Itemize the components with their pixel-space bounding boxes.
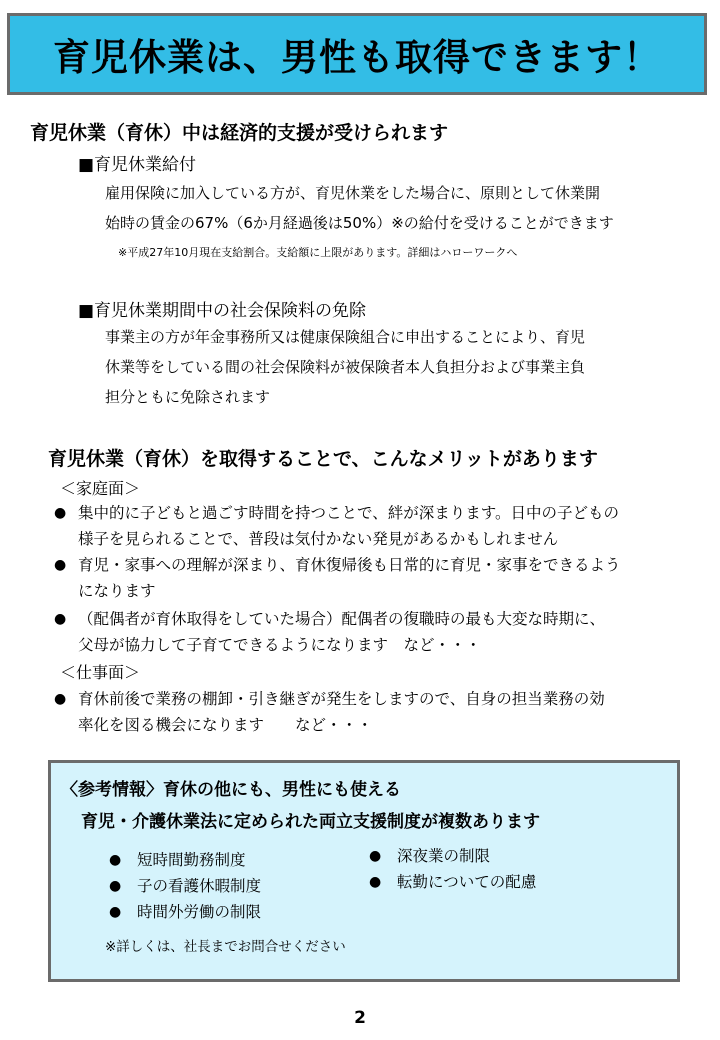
bullet-icon: ● (109, 904, 122, 920)
exemption-heading: ■育児休業期間中の社会保険料の免除 (78, 301, 367, 321)
exemption-line-2: 休業等をしている間の社会保険料が被保険者本人負担分および事業主負 (105, 358, 586, 376)
home-item-line-2: 父母が協力して子育てできるようになります など・・・ (78, 636, 482, 654)
home-item-line-1: 育児・家事への理解が深まり、育休復帰後も日常的に育児・家事をできるよう (78, 556, 621, 574)
exemption-line-1: 事業主の方が年金事務所又は健康保険組合に申出することにより、育児 (105, 328, 586, 346)
bullet-icon: ● (369, 848, 382, 864)
section2-heading: 育児休業（育休）を取得することで、こんなメリットがあります (48, 448, 598, 470)
info-footnote: ※詳しくは、社長までお問合せください (105, 939, 346, 955)
right-system-list (369, 843, 536, 895)
bullet-icon: ● (54, 691, 67, 707)
work-item-line-1: 育休前後で業務の棚卸・引き継ぎが発生をしますので、自身の担当業務の効 (78, 690, 605, 708)
page-title: 育児休業は、男性も取得できます！ (53, 36, 661, 79)
benefit-note: ※平成27年10月現在支給割合。支給額に上限があります。詳細はハローワークへ (118, 246, 518, 259)
work-label: ＜仕事面＞ (60, 663, 141, 682)
benefit-heading: ■育児休業給付 (78, 155, 197, 175)
bullet-icon: ● (54, 557, 67, 573)
info-title-line-1: 〈参考情報〉育休の他にも、男性にも使える (61, 780, 401, 800)
home-item (54, 606, 694, 658)
bullet-icon: ● (369, 874, 382, 890)
home-label: ＜家庭面＞ (60, 479, 141, 498)
section1-heading: 育児休業（育休）中は経済的支援が受けられます (30, 122, 449, 144)
home-item (54, 552, 694, 604)
bullet-icon: ● (109, 852, 122, 868)
list-item: ● 子の看護休暇制度 (109, 873, 261, 899)
work-item-line-2: 率化を図る機会になります など・・・ (78, 716, 373, 734)
list-item: ● 時間外労働の制限 (109, 899, 261, 925)
home-item-line-1: 集中的に子どもと過ごす時間を持つことで、絆が深まります。日中の子どもの (78, 504, 619, 522)
benefit-line-1: 雇用保険に加入している方が、育児休業をした場合に、原則として休業開 (105, 184, 601, 202)
benefit-text (105, 178, 705, 238)
list-item: ● 短時間勤務制度 (109, 847, 261, 873)
info-title-line-2: 育児・介護休業法に定められた両立支援制度が複数あります (81, 812, 540, 832)
benefit-line-2: 始時の賃金の67%（6か月経過後は50%）※の給付を受けることができます (105, 214, 614, 232)
page-number: 2 (354, 1008, 366, 1028)
home-item-line-1: （配偶者が育休取得をしていた場合）配偶者の復職時の最も大変な時期に、 (78, 610, 606, 628)
reference-info-box (48, 760, 680, 982)
exemption-text (105, 322, 705, 412)
bullet-icon: ● (54, 611, 67, 627)
list-item: ● 深夜業の制限 (369, 843, 536, 869)
title-banner (7, 13, 707, 95)
home-item-line-2: 様子を見られることで、普段は気付かない発見があるかもしれません (78, 530, 559, 548)
list-item: ● 転勤についての配慮 (369, 869, 536, 895)
work-item (54, 686, 694, 738)
exemption-line-3: 担分ともに免除されます (105, 388, 271, 406)
bullet-icon: ● (109, 878, 122, 894)
left-system-list (109, 847, 261, 925)
bullet-icon: ● (54, 505, 67, 521)
home-item (54, 500, 694, 552)
home-item-line-2: になります (78, 582, 156, 600)
